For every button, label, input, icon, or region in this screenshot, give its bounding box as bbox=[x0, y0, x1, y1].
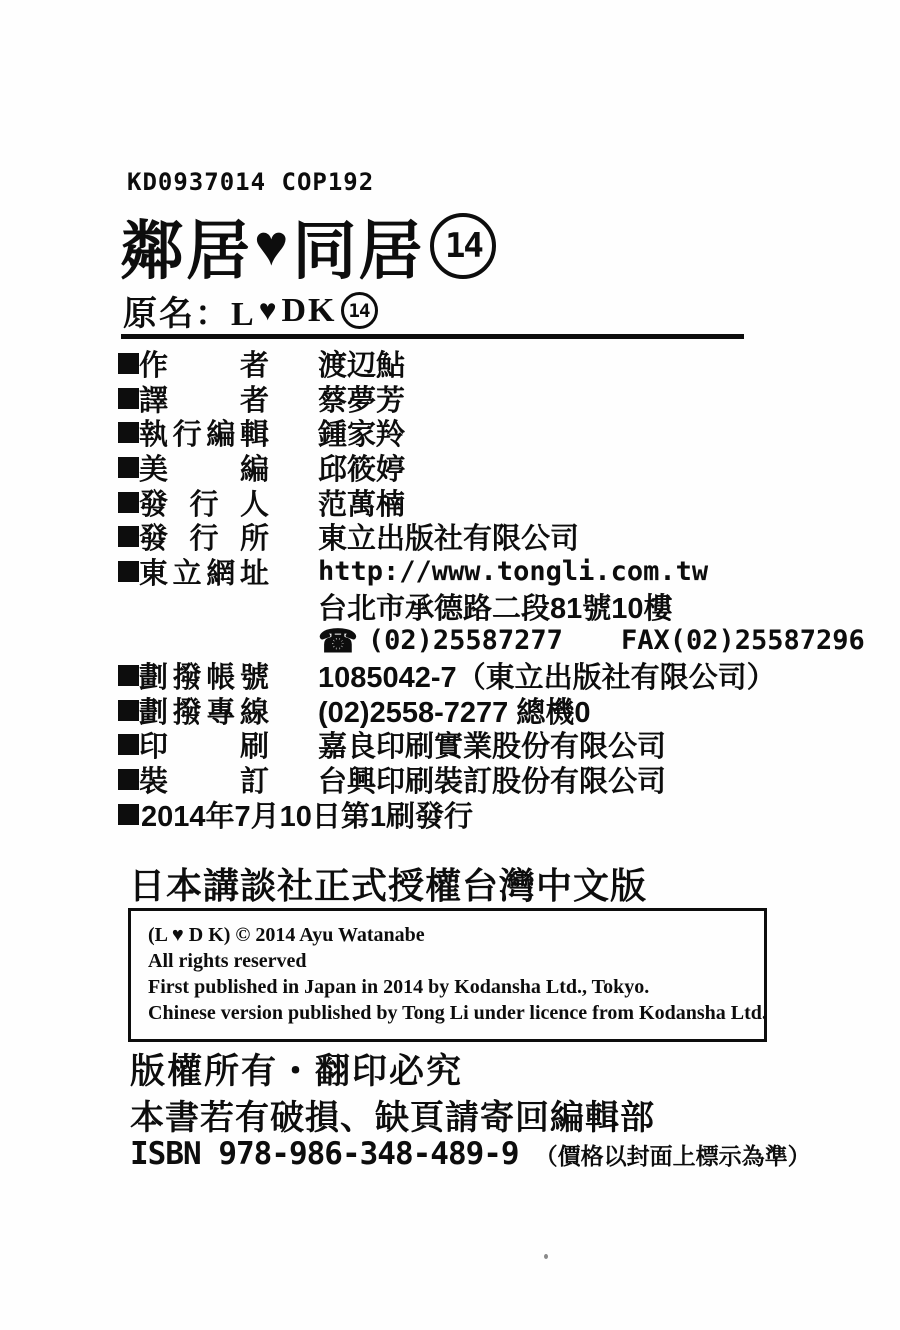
credit-label: 劃撥帳號 bbox=[139, 662, 269, 695]
credit-value: 范萬楠 bbox=[318, 488, 406, 521]
credit-label: 東立網址 bbox=[139, 557, 269, 590]
license-box bbox=[128, 908, 767, 1042]
credit-value: 渡辺鮎 bbox=[318, 349, 406, 382]
credit-row-postal-hotline bbox=[118, 693, 818, 728]
credit-row-publisher-company bbox=[118, 519, 818, 554]
damaged-return-line: 本書若有破損、缺頁請寄回編輯部 bbox=[130, 1099, 655, 1137]
credit-value: 1085042-7（東立出版社有限公司） bbox=[318, 662, 776, 695]
credit-label: 發行所 bbox=[139, 523, 269, 556]
bullet-square-icon bbox=[118, 700, 139, 721]
issue-date: 2014年7月10日第1刷發行 bbox=[141, 800, 474, 833]
bullet-square-icon bbox=[118, 665, 139, 686]
credit-value: (02)2558-7277 總機0 bbox=[318, 696, 591, 729]
license-copyright-line: (L ♥ D K) © 2014 Ayu Watanabe bbox=[148, 924, 425, 946]
bullet-square-icon bbox=[118, 561, 139, 582]
credit-value: 嘉良印刷實業股份有限公司 bbox=[318, 731, 667, 764]
isbn-number: ISBN 978-986-348-489-9 bbox=[130, 1136, 519, 1172]
website-url: http://www.tongli.com.tw bbox=[318, 555, 709, 587]
book-title-part1: 鄰居 bbox=[120, 216, 252, 287]
bullet-square-icon bbox=[118, 734, 139, 755]
bullet-square-icon bbox=[118, 804, 139, 825]
credit-row-translator bbox=[118, 381, 818, 416]
original-title bbox=[123, 286, 378, 335]
credit-label: 裝訂 bbox=[139, 766, 269, 799]
credit-row-executive-editor bbox=[118, 415, 818, 450]
credit-label: 印刷 bbox=[139, 731, 269, 764]
credit-label: 作者 bbox=[139, 349, 269, 382]
credit-row-phone bbox=[118, 622, 865, 659]
credit-label: 執行編輯 bbox=[139, 419, 269, 452]
credit-value: 邱筱婷 bbox=[318, 453, 406, 486]
credit-label: 發行人 bbox=[139, 488, 269, 521]
phone-fax-line bbox=[318, 622, 865, 659]
book-title-part2: 同居 bbox=[292, 216, 425, 287]
bullet-square-icon bbox=[118, 769, 139, 790]
price-note: （價格以封面上標示為準） bbox=[534, 1142, 811, 1169]
publisher-address: 台北市承德路二段81號10樓 bbox=[318, 592, 673, 625]
credit-row-postal-account bbox=[118, 658, 818, 693]
bullet-square-icon bbox=[118, 422, 139, 443]
credit-row-publisher-person bbox=[118, 485, 818, 520]
license-chinese-version-line: Chinese version published by Tong Li under licence from Kodansha Ltd. bbox=[148, 1002, 767, 1024]
bullet-square-icon bbox=[118, 526, 139, 547]
volume-badge: 14 bbox=[430, 213, 496, 279]
bullet-square-icon bbox=[118, 492, 139, 513]
credit-value: 東立出版社有限公司 bbox=[318, 523, 580, 556]
credit-row-printer bbox=[118, 728, 818, 763]
divider-rule bbox=[121, 334, 744, 339]
fax-number: FAX(02)25587296 bbox=[620, 625, 865, 657]
isbn-line bbox=[130, 1136, 811, 1172]
heart-icon: ♥ bbox=[254, 213, 291, 278]
credit-row-website bbox=[118, 554, 818, 589]
original-title-prefix: 原名：L bbox=[123, 296, 256, 333]
credit-row-address bbox=[118, 589, 818, 624]
credit-row-issue-date bbox=[118, 797, 818, 832]
bullet-square-icon bbox=[118, 353, 139, 374]
credit-label: 劃撥專線 bbox=[139, 696, 269, 729]
original-title-suffix: DK bbox=[281, 291, 337, 329]
credit-row-art-editor bbox=[118, 450, 818, 485]
credit-label: 美編 bbox=[139, 453, 269, 486]
heart-icon: ♥ bbox=[258, 293, 279, 327]
license-heading: 日本講談社正式授權台灣中文版 bbox=[129, 865, 648, 906]
phone-icon: ☎ bbox=[318, 622, 358, 659]
license-first-published-line: First published in Japan in 2014 by Kodansha Ltd., Tokyo. bbox=[148, 976, 650, 998]
rights-reserved-line: 版權所有・翻印必究 bbox=[130, 1052, 464, 1091]
bullet-square-icon bbox=[118, 457, 139, 478]
credit-value: 蔡夢芳 bbox=[318, 384, 406, 417]
scan-artifact-dot bbox=[544, 1254, 548, 1259]
phone-number: (02)25587277 bbox=[367, 625, 563, 657]
credit-value: 台興印刷裝訂股份有限公司 bbox=[318, 766, 667, 799]
book-title bbox=[120, 200, 496, 292]
credit-row-binding bbox=[118, 762, 818, 797]
credit-value: 鍾家羚 bbox=[318, 419, 406, 452]
credits-list bbox=[118, 346, 865, 833]
license-rights-line: All rights reserved bbox=[148, 950, 307, 972]
credit-label: 譯者 bbox=[139, 384, 269, 417]
print-code: KD0937014 COP192 bbox=[127, 168, 375, 196]
credit-row-author bbox=[118, 346, 818, 381]
volume-badge-small: 14 bbox=[341, 292, 378, 329]
bullet-square-icon bbox=[118, 388, 139, 409]
